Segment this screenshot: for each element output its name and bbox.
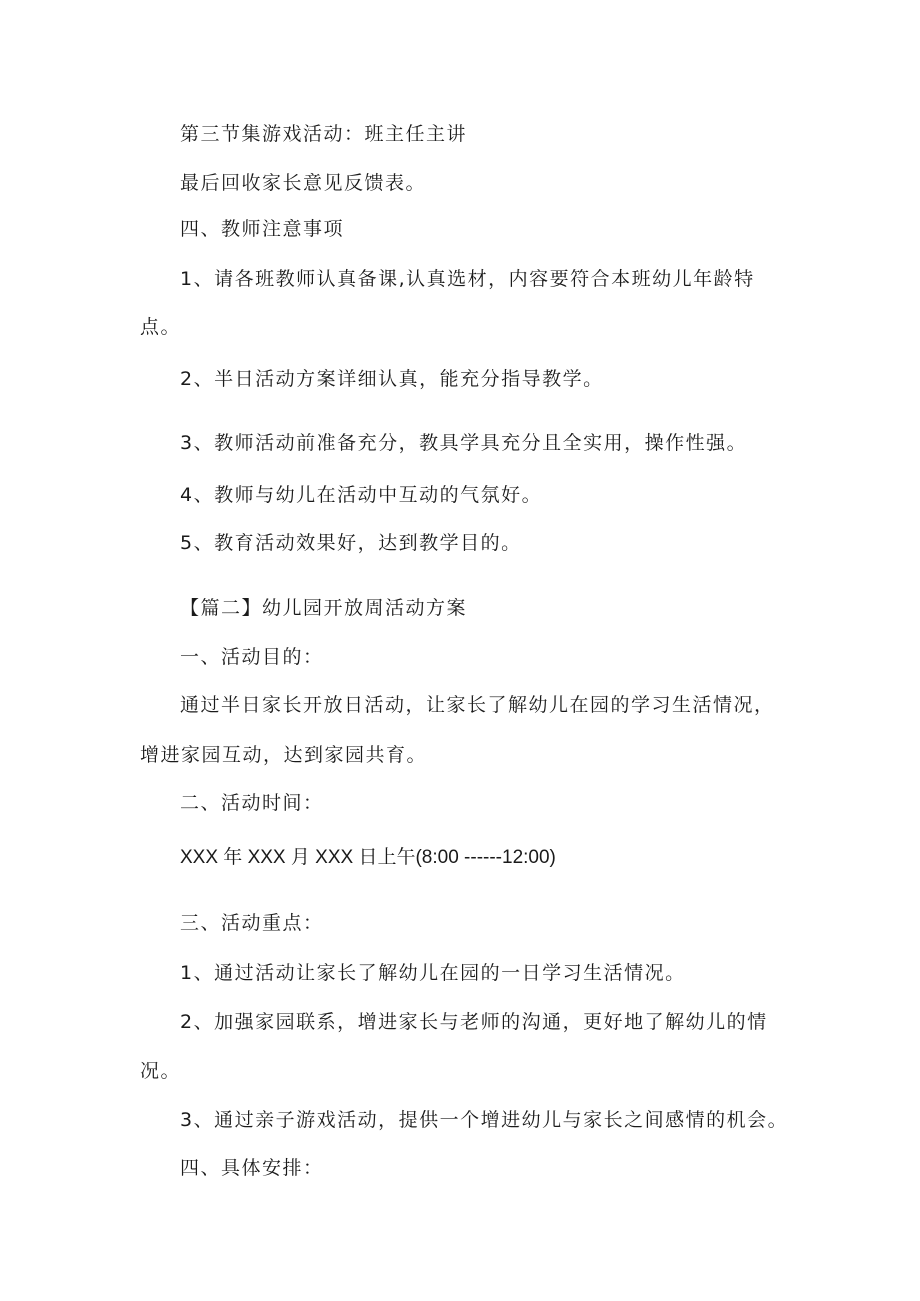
list-item-note-1: 1、请各班教师认真备课,认真选材，内容要符合本班幼儿年龄特 — [180, 268, 755, 290]
paragraph-game-activity: 第三节集游戏活动：班主任主讲 — [180, 123, 468, 145]
list-item-note-1-continued: 点。 — [140, 316, 182, 338]
list-item-note-4: 4、教师与幼儿在活动中互动的气氛好。 — [180, 484, 543, 506]
section-title-part-two: 【篇二】幼儿园开放周活动方案 — [180, 597, 468, 619]
list-item-note-3: 3、教师活动前准备充分，教具学具充分且全实用，操作性强。 — [180, 432, 748, 454]
list-item-focus-2: 2、加强家园联系，增进家长与老师的沟通，更好地了解幼儿的情 — [180, 1011, 768, 1033]
list-item-focus-2-continued: 况。 — [140, 1060, 182, 1082]
paragraph-feedback: 最后回收家长意见反馈表。 — [180, 172, 427, 194]
list-item-note-5: 5、教育活动效果好，达到教学目的。 — [180, 532, 522, 554]
heading-specific-arrangements: 四、具体安排： — [180, 1157, 324, 1179]
paragraph-purpose: 通过半日家长开放日活动，让家长了解幼儿在园的学习生活情况， — [180, 694, 775, 716]
heading-activity-time: 二、活动时间： — [180, 792, 324, 814]
list-item-note-2: 2、半日活动方案详细认真，能充分指导教学。 — [180, 368, 604, 390]
paragraph-activity-time: XXX 年 XXX 月 XXX 日上午(8:00 ------12:00) — [180, 847, 556, 868]
paragraph-purpose-continued: 增进家园互动，达到家园共育。 — [140, 744, 428, 766]
heading-teacher-notes: 四、教师注意事项 — [180, 218, 345, 240]
list-item-focus-1: 1、通过活动让家长了解幼儿在园的一日学习生活情况。 — [180, 962, 686, 984]
list-item-focus-3: 3、通过亲子游戏活动，提供一个增进幼儿与家长之间感情的机会。 — [180, 1109, 789, 1131]
heading-activity-purpose: 一、活动目的： — [180, 646, 324, 668]
heading-activity-focus: 三、活动重点： — [180, 912, 324, 934]
